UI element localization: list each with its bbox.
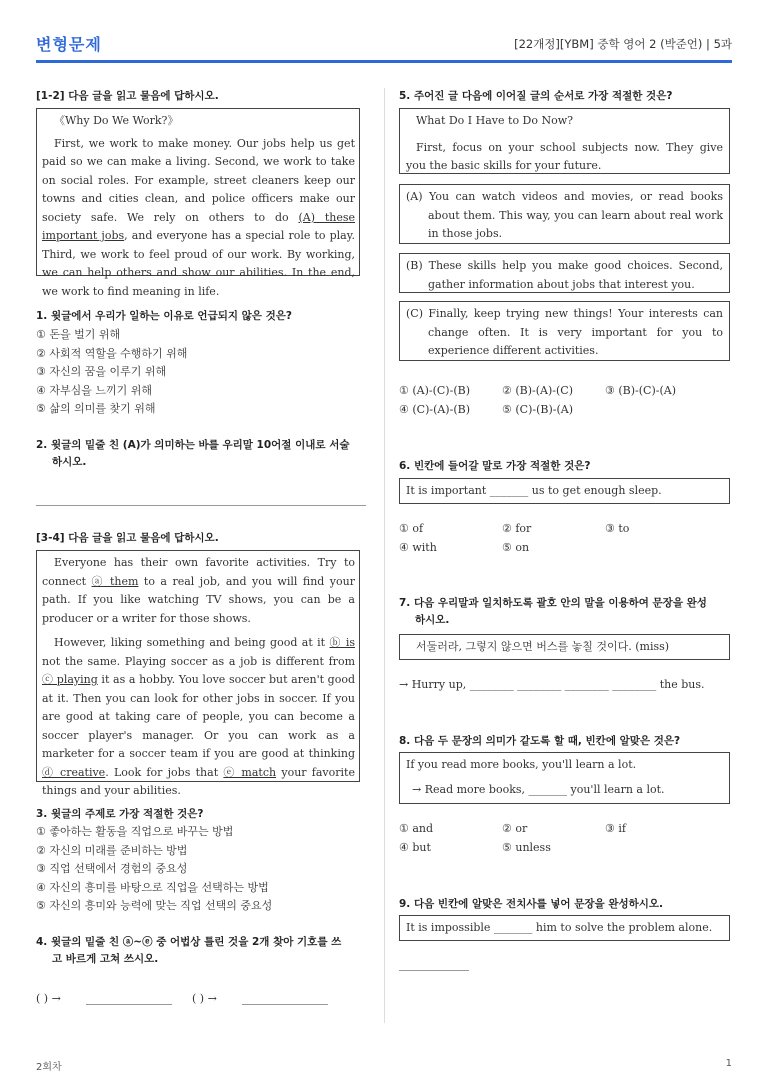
q3-option[interactable]: ① 좋아하는 활동을 직업으로 바꾸는 방법 bbox=[36, 825, 234, 838]
q4-answer-1-label: ( ) → bbox=[36, 992, 61, 1005]
brand-title: 변형문제 bbox=[36, 35, 102, 54]
section-1-2-heading: [1-2] 다음 글을 읽고 물음에 답하시오. bbox=[36, 90, 219, 102]
section-3-4-heading: [3-4] 다음 글을 읽고 물음에 답하시오. bbox=[36, 532, 219, 544]
q6-option[interactable]: ① of bbox=[399, 522, 424, 535]
q5-option[interactable]: ④ (C)-(A)-(B) bbox=[399, 403, 470, 416]
q6-option[interactable]: ⑤ on bbox=[502, 541, 530, 554]
q1-option[interactable]: ③ 자신의 꿈을 이루기 위해 bbox=[36, 365, 167, 378]
q8-option[interactable]: ⑤ unless bbox=[502, 841, 551, 854]
question-2: 2. 윗글의 밑줄 친 (A)가 의미하는 바를 우리말 10어절 이내로 서술 하시오. bbox=[36, 439, 350, 468]
q1-option[interactable]: ② 사회적 역할을 수행하기 위해 bbox=[36, 346, 188, 360]
q6-option[interactable]: ④ with bbox=[399, 541, 437, 554]
question-3-options bbox=[36, 823, 272, 916]
passage-title: 《Why Do We Work?》 bbox=[54, 114, 179, 127]
q6-sentence-box: It is important _______ us to get enough sleep. bbox=[399, 478, 730, 504]
q1-option[interactable]: ① 돈을 벌기 위해 bbox=[36, 328, 121, 341]
question-9: 9. 다음 빈칸에 알맞은 전치사를 넣어 문장을 완성하시오. bbox=[399, 898, 664, 910]
question-1: 1. 윗글에서 우리가 일하는 이유로 언급되지 않은 것은? bbox=[36, 310, 292, 322]
column-divider bbox=[384, 88, 385, 1023]
q1-option[interactable]: ④ 자부심을 느끼기 위해 bbox=[36, 383, 152, 397]
q4-answer-1-line[interactable] bbox=[86, 1004, 172, 1005]
q3-option[interactable]: ② 자신의 미래를 준비하는 방법 bbox=[36, 843, 188, 857]
q9-answer-line[interactable] bbox=[399, 970, 469, 971]
q5-option[interactable]: ① (A)-(C)-(B) bbox=[399, 384, 470, 397]
passage-favorite-activities bbox=[36, 550, 360, 797]
q5-box-b: (B) These skills help you make good choices. Second, gather information about jobs that interest you. bbox=[399, 253, 730, 293]
passage-why-do-we-work bbox=[36, 108, 360, 298]
question-1-options bbox=[36, 326, 187, 419]
q5-option[interactable]: ② (B)-(A)-(C) bbox=[502, 384, 573, 397]
q5-given-text bbox=[399, 108, 730, 174]
passage-body: First, we work to make money. Our jobs help us get paid so we can make a living. Second, we work to take on social roles. For example, street cleaners keep our towns and cities clean, and police officers make our society safe. We rely on others to do (A) these important jobs, and everyone has a special role to play. Third, we work to feel proud of our work. By working, we can help others and show our abilities. In the end, we work to find meaning in life. bbox=[42, 136, 356, 298]
q6-options bbox=[399, 522, 708, 560]
q8-sentence-box: If you read more books, you'll learn a lot. → Read more books, _______ you'll learn a lot. bbox=[399, 752, 730, 804]
q5-box-a: (A) You can watch videos and movies, or read books about them. This way, you can learn about real work in those jobs. bbox=[399, 184, 730, 244]
q8-option[interactable]: ④ but bbox=[399, 841, 431, 854]
passage2-para2: However, liking something and being good at it ⓑ is not the same. Playing soccer as a job is different from ⓒ playing it as a hobby. You love soccer but aren't good at it. Then you can look for other jobs in soccer. If you are good at taking care of people, you can become a soccer player's manager. Or you can work as a marketer for a soccer team if you are good at thinking ⓓ creative. Look for jobs that ⓔ match your favorite things and your abilities. bbox=[42, 636, 355, 797]
question-8: 8. 다음 두 문장의 의미가 같도록 할 때, 빈칸에 알맞은 것은? bbox=[399, 735, 681, 747]
question-3: 3. 윗글의 주제로 가장 적절한 것은? bbox=[36, 808, 204, 820]
q6-option[interactable]: ② for bbox=[502, 522, 532, 535]
passage2-para1: Everyone has their own favorite activities. Try to connect ⓐ them to a real job, and you will find your path. If you like watching TV shows, you can be a producer or a writer for those shows. bbox=[42, 556, 355, 625]
question-4: 4. 윗글의 밑줄 친 ⓐ~ⓔ 중 어법상 틀린 것을 2개 찾아 기호를 쓰 고 바르게 고쳐 쓰시오. bbox=[36, 936, 342, 965]
q1-option[interactable]: ⑤ 삶의 의미를 찾기 위해 bbox=[36, 402, 156, 415]
q5-intro: First, focus on your school subjects now. They give you the basic skills for your future. bbox=[406, 140, 723, 172]
q7-korean-box: 서둘러라, 그렇지 않으면 버스를 놓칠 것이다. (miss) bbox=[399, 634, 730, 660]
underlined-d: ⓓ creative bbox=[42, 765, 106, 779]
underlined-c: ⓒ playing bbox=[42, 673, 98, 686]
question-5: 5. 주어진 글 다음에 이어질 글의 순서로 가장 적절한 것은? bbox=[399, 90, 673, 102]
q4-answer-2-line[interactable] bbox=[242, 1004, 328, 1005]
q5-options bbox=[399, 384, 708, 422]
q8-option[interactable]: ② or bbox=[502, 822, 528, 835]
q8-option[interactable]: ① and bbox=[399, 822, 434, 835]
q3-option[interactable]: ④ 자신의 흥미를 바탕으로 직업을 선택하는 방법 bbox=[36, 880, 269, 894]
q5-option[interactable]: ③ (B)-(C)-(A) bbox=[605, 384, 676, 397]
question-6: 6. 빈칸에 들어갈 말로 가장 적절한 것은? bbox=[399, 460, 591, 472]
underlined-e: ⓔ match bbox=[223, 765, 277, 779]
underlined-a: ⓐ them bbox=[91, 574, 139, 588]
q5-box-c: (C) Finally, keep trying new things! Your interests can change often. It is very important for you to experience different activities. bbox=[399, 301, 730, 361]
header-rule bbox=[36, 60, 732, 63]
q6-option[interactable]: ③ to bbox=[605, 522, 630, 535]
page-number: 1 bbox=[725, 1058, 732, 1069]
q3-option[interactable]: ⑤ 자신의 흥미와 능력에 맞는 직업 선택의 중요성 bbox=[36, 899, 273, 912]
footer-session: 2회차 bbox=[36, 1062, 62, 1073]
q5-option[interactable]: ⑤ (C)-(B)-(A) bbox=[502, 403, 573, 416]
q5-title: What Do I Have to Do Now? bbox=[416, 114, 574, 127]
q2-answer-line[interactable] bbox=[36, 505, 366, 506]
underlined-a: (A) these important jobs bbox=[42, 210, 356, 242]
q8-option[interactable]: ③ if bbox=[605, 822, 626, 835]
q9-sentence-box: It is impossible _______ him to solve the problem alone. bbox=[399, 915, 730, 941]
underlined-b: ⓑ is bbox=[329, 636, 355, 649]
course-info: [22개정][YBM] 중학 영어 2 (박준언) | 5과 bbox=[514, 37, 732, 51]
q3-option[interactable]: ③ 직업 선택에서 경험의 중요성 bbox=[36, 862, 188, 875]
question-7: 7. 다음 우리말과 일치하도록 괄호 안의 말을 이용하여 문장을 완성 하시오. bbox=[399, 597, 707, 626]
page-header bbox=[36, 30, 732, 60]
q8-options bbox=[399, 822, 708, 860]
q4-answer-2-label: ( ) → bbox=[192, 992, 217, 1005]
q7-answer[interactable]: → Hurry up, ________ ________ ________ ________ the bus. bbox=[399, 678, 705, 691]
